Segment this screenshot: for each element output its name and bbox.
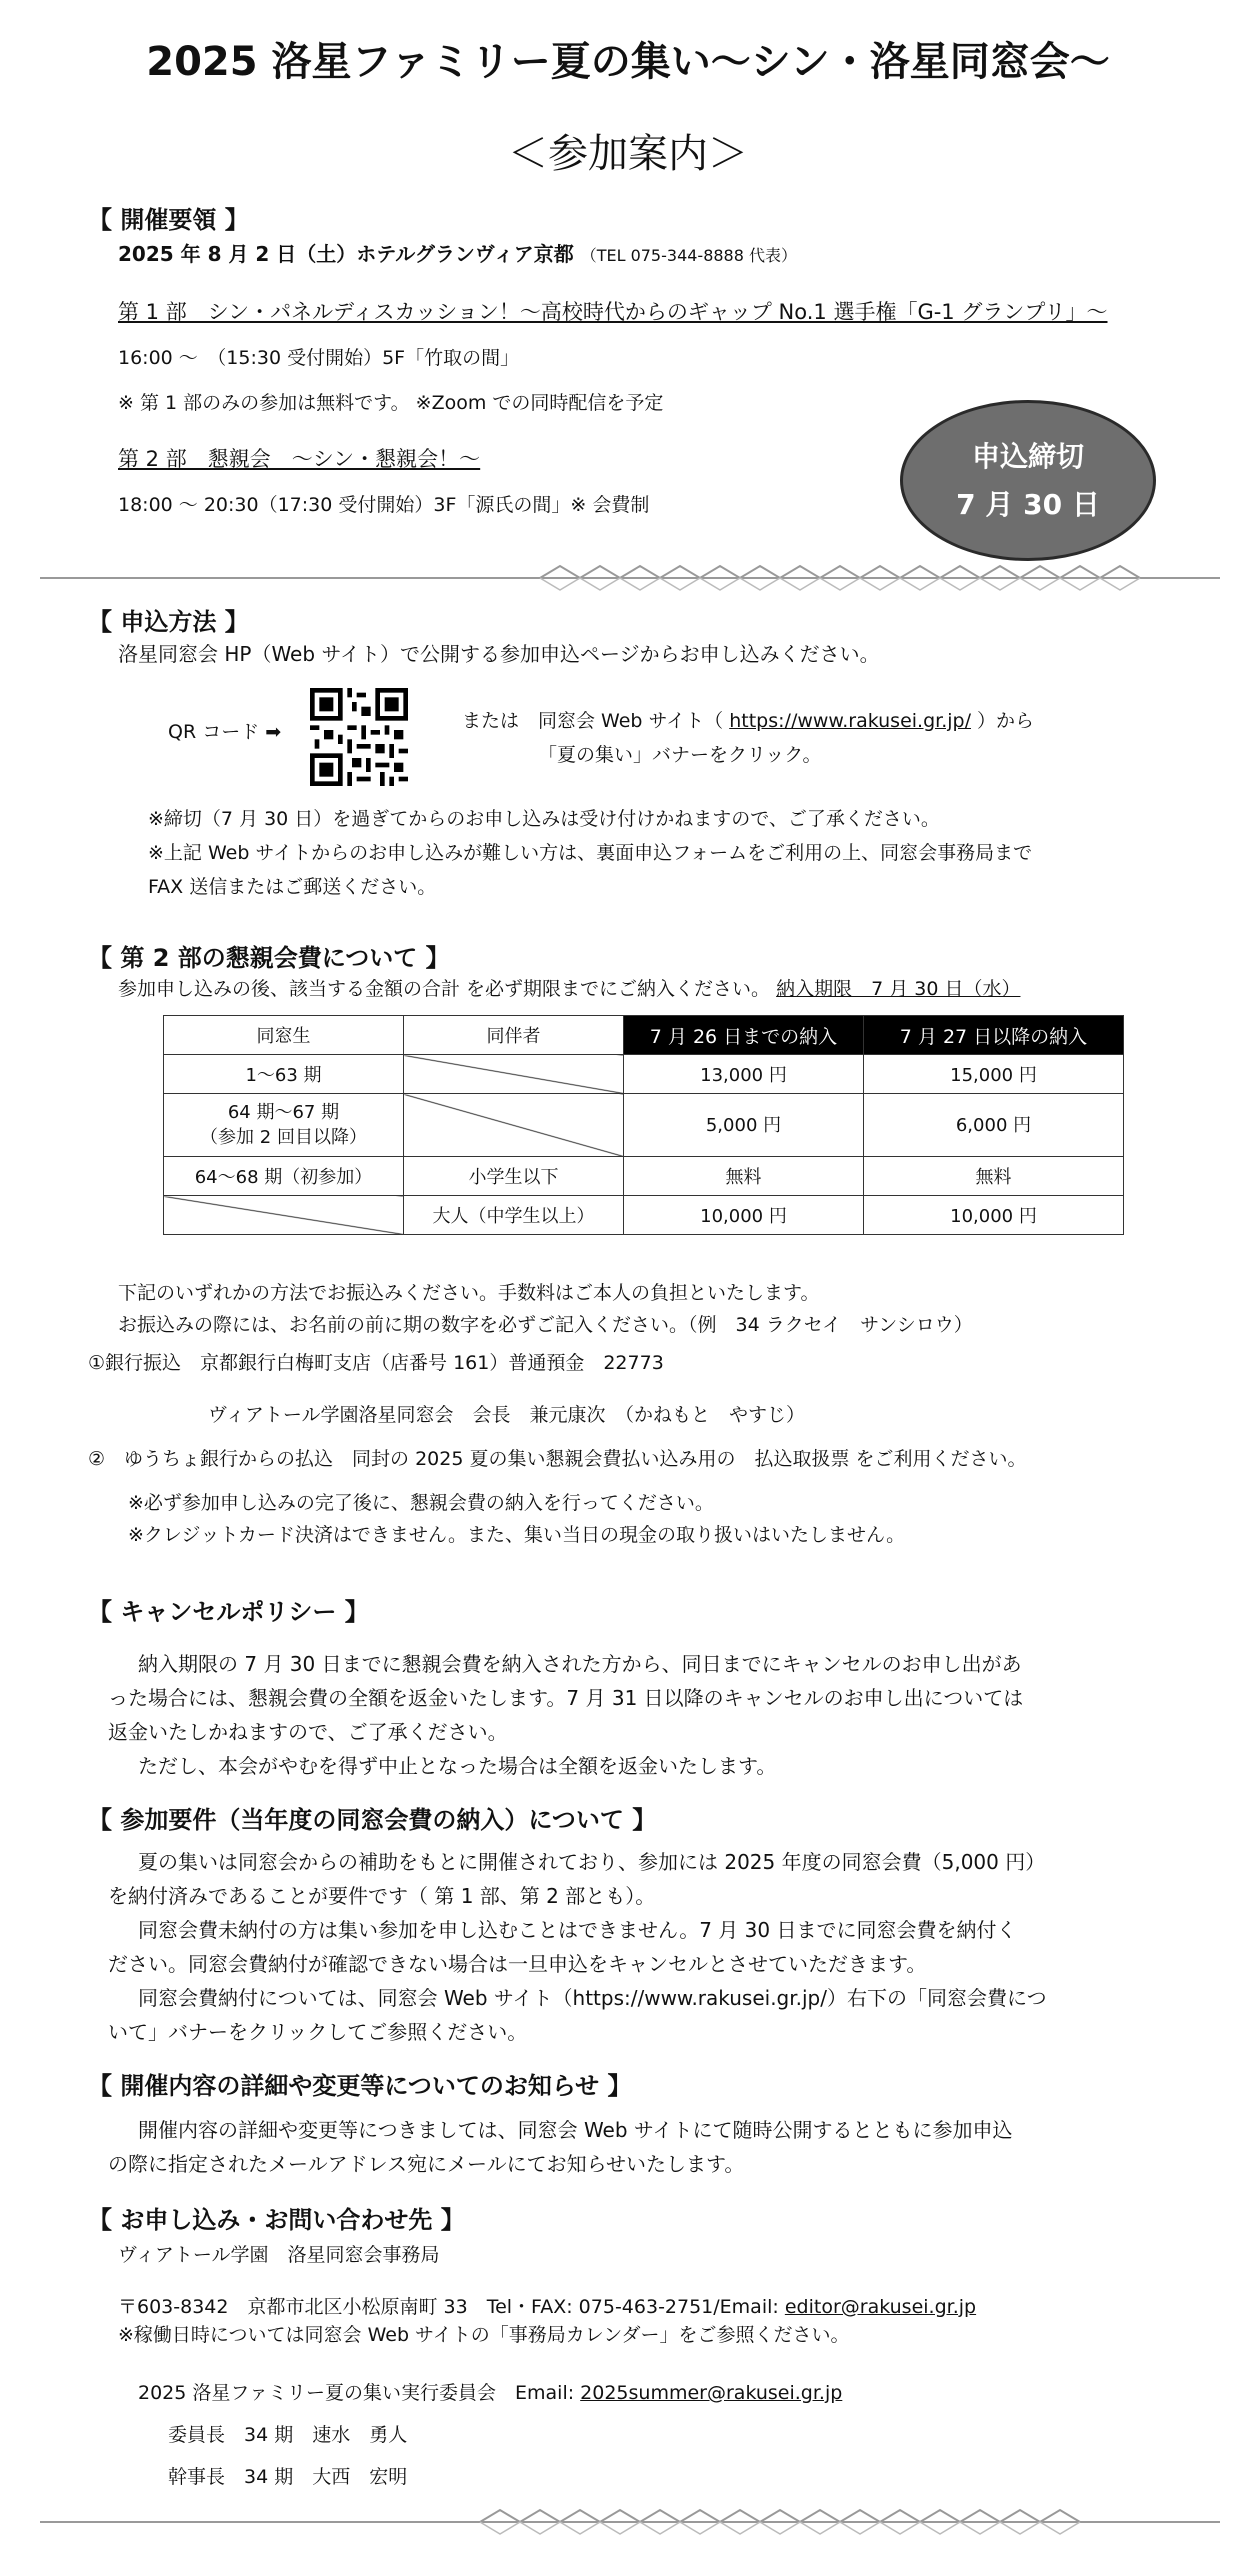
cell-early: 5,000 円 (624, 1094, 864, 1157)
deadline-date: 7 月 30 日 (956, 487, 1100, 521)
committee-label: 2025 洛星ファミリー夏の集い実行委員会 Email: (138, 2382, 581, 2404)
page-subtitle: ＜参加案内＞ (508, 131, 748, 177)
deadline-label: 申込締切 (971, 439, 1084, 473)
banner-instruction: 「夏の集い」バナーをクリック。 (538, 744, 822, 766)
table-row (164, 1196, 1124, 1235)
table-header-row (164, 1016, 1124, 1055)
fee-note-1: ※必ず参加申し込みの完了後に、懇親会費の納入を行ってください。 (128, 1492, 714, 1514)
payment-instruction-1: 下記のいずれかの方法でお振込みください。手数料はご本人の負担といたします。 (118, 1282, 820, 1304)
contact-note: ※稼働日時については同窓会 Web サイトの「事務局カレンダー」をご参照ください。 (118, 2324, 850, 2346)
table-row (164, 1157, 1124, 1196)
apply-intro: 洛星同窓会 HP（Web サイト）で公開する参加申込ページからお申し込みください。 (118, 642, 880, 666)
cell-early: 13,000 円 (624, 1055, 864, 1094)
cancel-line-3: 返金いたしかねますので、ご了承ください。 (108, 1720, 508, 1744)
contact-heading: 【 お申し込み・お問い合わせ先 】 (88, 2206, 465, 2234)
cell-empty-diagonal (404, 1055, 624, 1094)
qr-label: QR コード (168, 721, 260, 743)
apply-note-3: FAX 送信またはご郵送ください。 (148, 876, 437, 898)
payment-instruction-2: お振込みの際には、お名前の前に期の数字を必ずご記入ください。（例 34 ラクセイ サンシロウ） (118, 1314, 973, 1336)
col-header-alumni: 同窓生 (164, 1016, 404, 1055)
cancel-line-4: ただし、本会がやむを得ず中止となった場合は全額を返金いたします。 (138, 1754, 777, 1778)
part2-time: 18:00 ～ 20:30（17:30 受付開始）3F「源氏の間」※ 会費制 (118, 494, 650, 516)
arrow-right-icon: ➡ (265, 721, 282, 743)
requirement-line-1: 夏の集いは同窓会からの補助をもとに開催されており、参加には 2025 年度の同窓会費（5,000 円） (138, 1850, 1046, 1874)
notice-line-1: 開催内容の詳細や変更等につきましては、同窓会 Web サイトにて随時公開するとともに参加申込 (138, 2118, 1013, 2142)
col-header-companion: 同伴者 (404, 1016, 624, 1055)
committee-email-link[interactable]: 2025summer@rakusei.gr.jp (580, 2382, 843, 2404)
col-header-early: 7 月 26 日までの納入 (624, 1016, 864, 1055)
requirement-line-5: 同窓会費納付については、同窓会 Web サイト（https://www.rakusei.gr.jp/）右下の「同窓会費につ (138, 1986, 1047, 2010)
part1-note: ※ 第 1 部のみの参加は無料です。 ※Zoom での同時配信を予定 (118, 392, 664, 414)
cell-early: 無料 (624, 1157, 864, 1196)
overview-heading: 【 開催要領 】 (88, 206, 249, 234)
fee-due-date: 納入期限 7 月 30 日（水） (776, 978, 1021, 1000)
part2-title: 第 2 部 懇親会 ～シン・懇親会！～ (118, 447, 481, 471)
cell-class (164, 1094, 404, 1157)
apply-note-2: ※上記 Web サイトからのお申し込みが難しい方は、裏面申込フォームをご利用の上、同窓会事務局まで (148, 842, 1033, 864)
contact-address: 〒603-8342 京都市北区小松原南町 33 Tel・FAX: 075-463-2751/Email: (118, 2296, 785, 2318)
cell-class-line2: （参加 2 回目以降） (200, 1127, 367, 1148)
fee-intro: 参加申し込みの後、該当する金額の合計 を必ず期限までにご納入ください。 (118, 978, 771, 1000)
cell-empty-diagonal (164, 1196, 404, 1235)
apply-heading: 【 申込方法 】 (88, 608, 249, 636)
committee-chair: 委員長 34 期 速水 勇人 (168, 2424, 408, 2446)
cell-class-line1: 64 期～67 期 (227, 1102, 340, 1123)
fee-heading: 【 第 2 部の懇親会費について 】 (88, 944, 450, 972)
committee-secretary: 幹事長 34 期 大西 宏明 (168, 2466, 408, 2488)
col-header-late: 7 月 27 日以降の納入 (864, 1016, 1124, 1055)
requirement-line-4: ださい。同窓会費納付が確認できない場合は一旦申込をキャンセルとさせていただきます。 (108, 1952, 927, 1976)
notice-heading: 【 開催内容の詳細や変更等についてのお知らせ 】 (88, 2072, 632, 2100)
cell-class: 1～63 期 (164, 1055, 404, 1094)
page-title: 2025 洛星ファミリー夏の集い〜シン・洛星同窓会〜 (146, 39, 1110, 85)
from-text: ）から (977, 710, 1035, 732)
cell-early: 10,000 円 (624, 1196, 864, 1235)
postal-transfer: ② ゆうちょ銀行からの払込 同封の 2025 夏の集い懇親会費払い込み用の 払込取扱票 をご利用ください。 (88, 1448, 1027, 1470)
cell-late: 15,000 円 (864, 1055, 1124, 1094)
part1-time: 16:00 ～ （15:30 受付開始）5F「竹取の間」 (118, 347, 520, 369)
requirement-line-3: 同窓会費未納付の方は集い参加を申し込むことはできません。7 月 30 日までに同窓会費を納付く (138, 1918, 1017, 1942)
cell-companion: 小学生以下 (404, 1157, 624, 1196)
table-row (164, 1094, 1124, 1157)
cell-late: 10,000 円 (864, 1196, 1124, 1235)
venue-tel: （TEL 075-344-8888 代表） (580, 246, 798, 265)
contact-email-link[interactable]: editor@rakusei.gr.jp (784, 2296, 977, 2318)
site-url-link[interactable]: https://www.rakusei.gr.jp/ (729, 710, 971, 732)
bank-account-holder: ヴィアトール学園洛星同窓会 会長 兼元康次 （かねもと やすじ） (208, 1404, 805, 1426)
cell-late: 無料 (864, 1157, 1124, 1196)
apply-note-1: ※締切（7 月 30 日）を過ぎてからのお申し込みは受け付けかねますので、ご了承ください。 (148, 808, 940, 830)
or-text: または 同窓会 Web サイト（ (462, 710, 724, 732)
notice-line-2: の際に指定されたメールアドレス宛にメールにてお知らせいたします。 (108, 2152, 745, 2176)
cell-empty-diagonal (404, 1094, 624, 1157)
deadline-badge (900, 400, 1156, 561)
requirement-line-2: を納付済みであることが要件です（ 第 1 部、第 2 部とも）。 (108, 1884, 656, 1908)
cancel-heading: 【 キャンセルポリシー 】 (88, 1598, 369, 1626)
wave-divider (40, 556, 1220, 596)
part1-title: 第 1 部 シン・パネルディスカッション！～高校時代からのギャップ No.1 選手権「G-1 グランプリ」～ (118, 300, 1108, 324)
cancel-line-1: 納入期限の 7 月 30 日までに懇親会費を納入された方から、同日までにキャンセルのお申し出があ (138, 1652, 1022, 1676)
requirement-heading: 【 参加要件（当年度の同窓会費の納入）について 】 (88, 1806, 657, 1834)
event-date-venue: 2025 年 8 月 2 日（土）ホテルグランヴィア京都 (118, 242, 574, 266)
fee-table (163, 1015, 1124, 1235)
cell-companion: 大人（中学生以上） (404, 1196, 624, 1235)
requirement-line-6: いて」バナーをクリックしてご参照ください。 (108, 2020, 528, 2044)
table-row (164, 1055, 1124, 1094)
cancel-line-2: った場合には、懇親会費の全額を返金いたします。7 月 31 日以降のキャンセルのお申し出については (108, 1686, 1024, 1710)
wave-divider (40, 2500, 1220, 2540)
bank-transfer: ①銀行振込 京都銀行白梅町支店（店番号 161）普通預金 22773 (88, 1352, 664, 1374)
cell-class: 64～68 期（初参加） (164, 1157, 404, 1196)
fee-note-2: ※クレジットカード決済はできません。また、集い当日の現金の取り扱いはいたしません。 (128, 1524, 906, 1546)
cell-late: 6,000 円 (864, 1094, 1124, 1157)
qr-code-icon[interactable] (310, 688, 408, 786)
contact-org: ヴィアトール学園 洛星同窓会事務局 (118, 2244, 440, 2266)
